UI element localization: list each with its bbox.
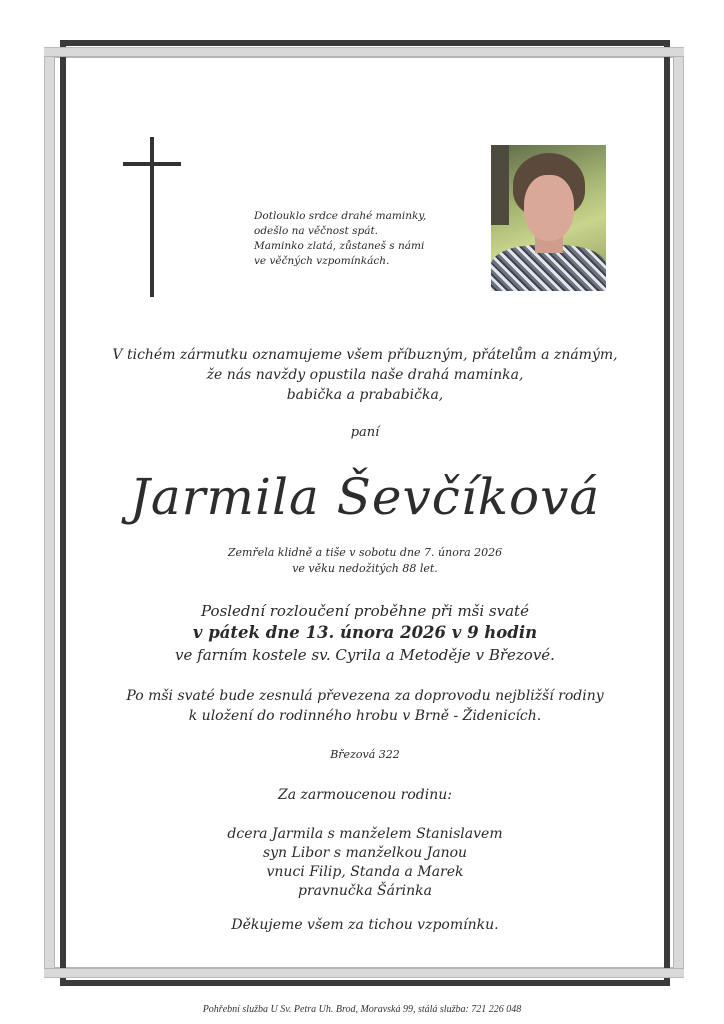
address: Březová 322 [330,748,400,761]
cross-icon [123,137,181,297]
light-frame-top [44,47,684,57]
portrait-photo [491,145,606,291]
family-member: dcera Jarmila s manželem Stanislavem [227,826,503,842]
funeral-date-time: v pátek dne 13. února 2026 v 9 hodin [192,623,538,642]
funeral-place: ve farním kostele sv. Cyrila a Metoděje v Březové. [175,646,555,664]
announcement-line: babička a prababička, [286,387,444,403]
family-members [70,825,660,901]
deceased-name: Jarmila Ševčíková [129,468,601,526]
burial-line: Po mši svaté bude zesnulá převezena za doprovodu nejbližší rodiny [126,688,604,704]
death-line: Zemřela klidně a tiše v sobotu dne 7. února 2026 [227,546,503,559]
burial-info [70,686,660,726]
dark-frame-left [60,57,66,978]
family-member: syn Libor s manželkou Janou [262,845,468,861]
family-member: pravnučka Šárinka [297,883,433,899]
announcement-line: že nás navždy opustila naše drahá maminka, [206,367,524,383]
funeral-info [70,600,660,666]
family-intro: Za zarmoucenou rodinu: [277,787,452,803]
death-info [70,545,660,577]
light-frame-bottom [44,968,684,978]
family-member: vnuci Filip, Standa a Marek [266,864,464,880]
memorial-poem [254,209,454,269]
burial-line: k uložení do rodinného hrobu v Brně - Židenicích. [188,708,542,724]
funeral-intro: Poslední rozloučení proběhne při mši svaté [201,602,529,620]
announcement [70,345,660,405]
poem-line: odešlo na věčnost spát. [254,225,379,237]
poem-line: Maminko zlatá, zůstaneš s námi [254,240,425,252]
dark-frame-right [664,57,670,968]
death-line: ve věku nedožitých 88 let. [292,562,438,575]
poem-line: Dotlouklo srdce drahé maminky, [254,210,427,222]
funeral-service-footer: Pohřební služba U Sv. Petra Uh. Brod, Moravská 99, stálá služba: 721 226 048 [202,1004,522,1015]
thanks: Děkujeme všem za tichou vzpomínku. [231,917,499,933]
salutation: paní [350,425,380,440]
announcement-line: V tichém zármutku oznamujeme všem příbuzným, přátelům a známým, [112,347,618,363]
poem-line: ve věčných vzpomínkách. [254,255,390,267]
